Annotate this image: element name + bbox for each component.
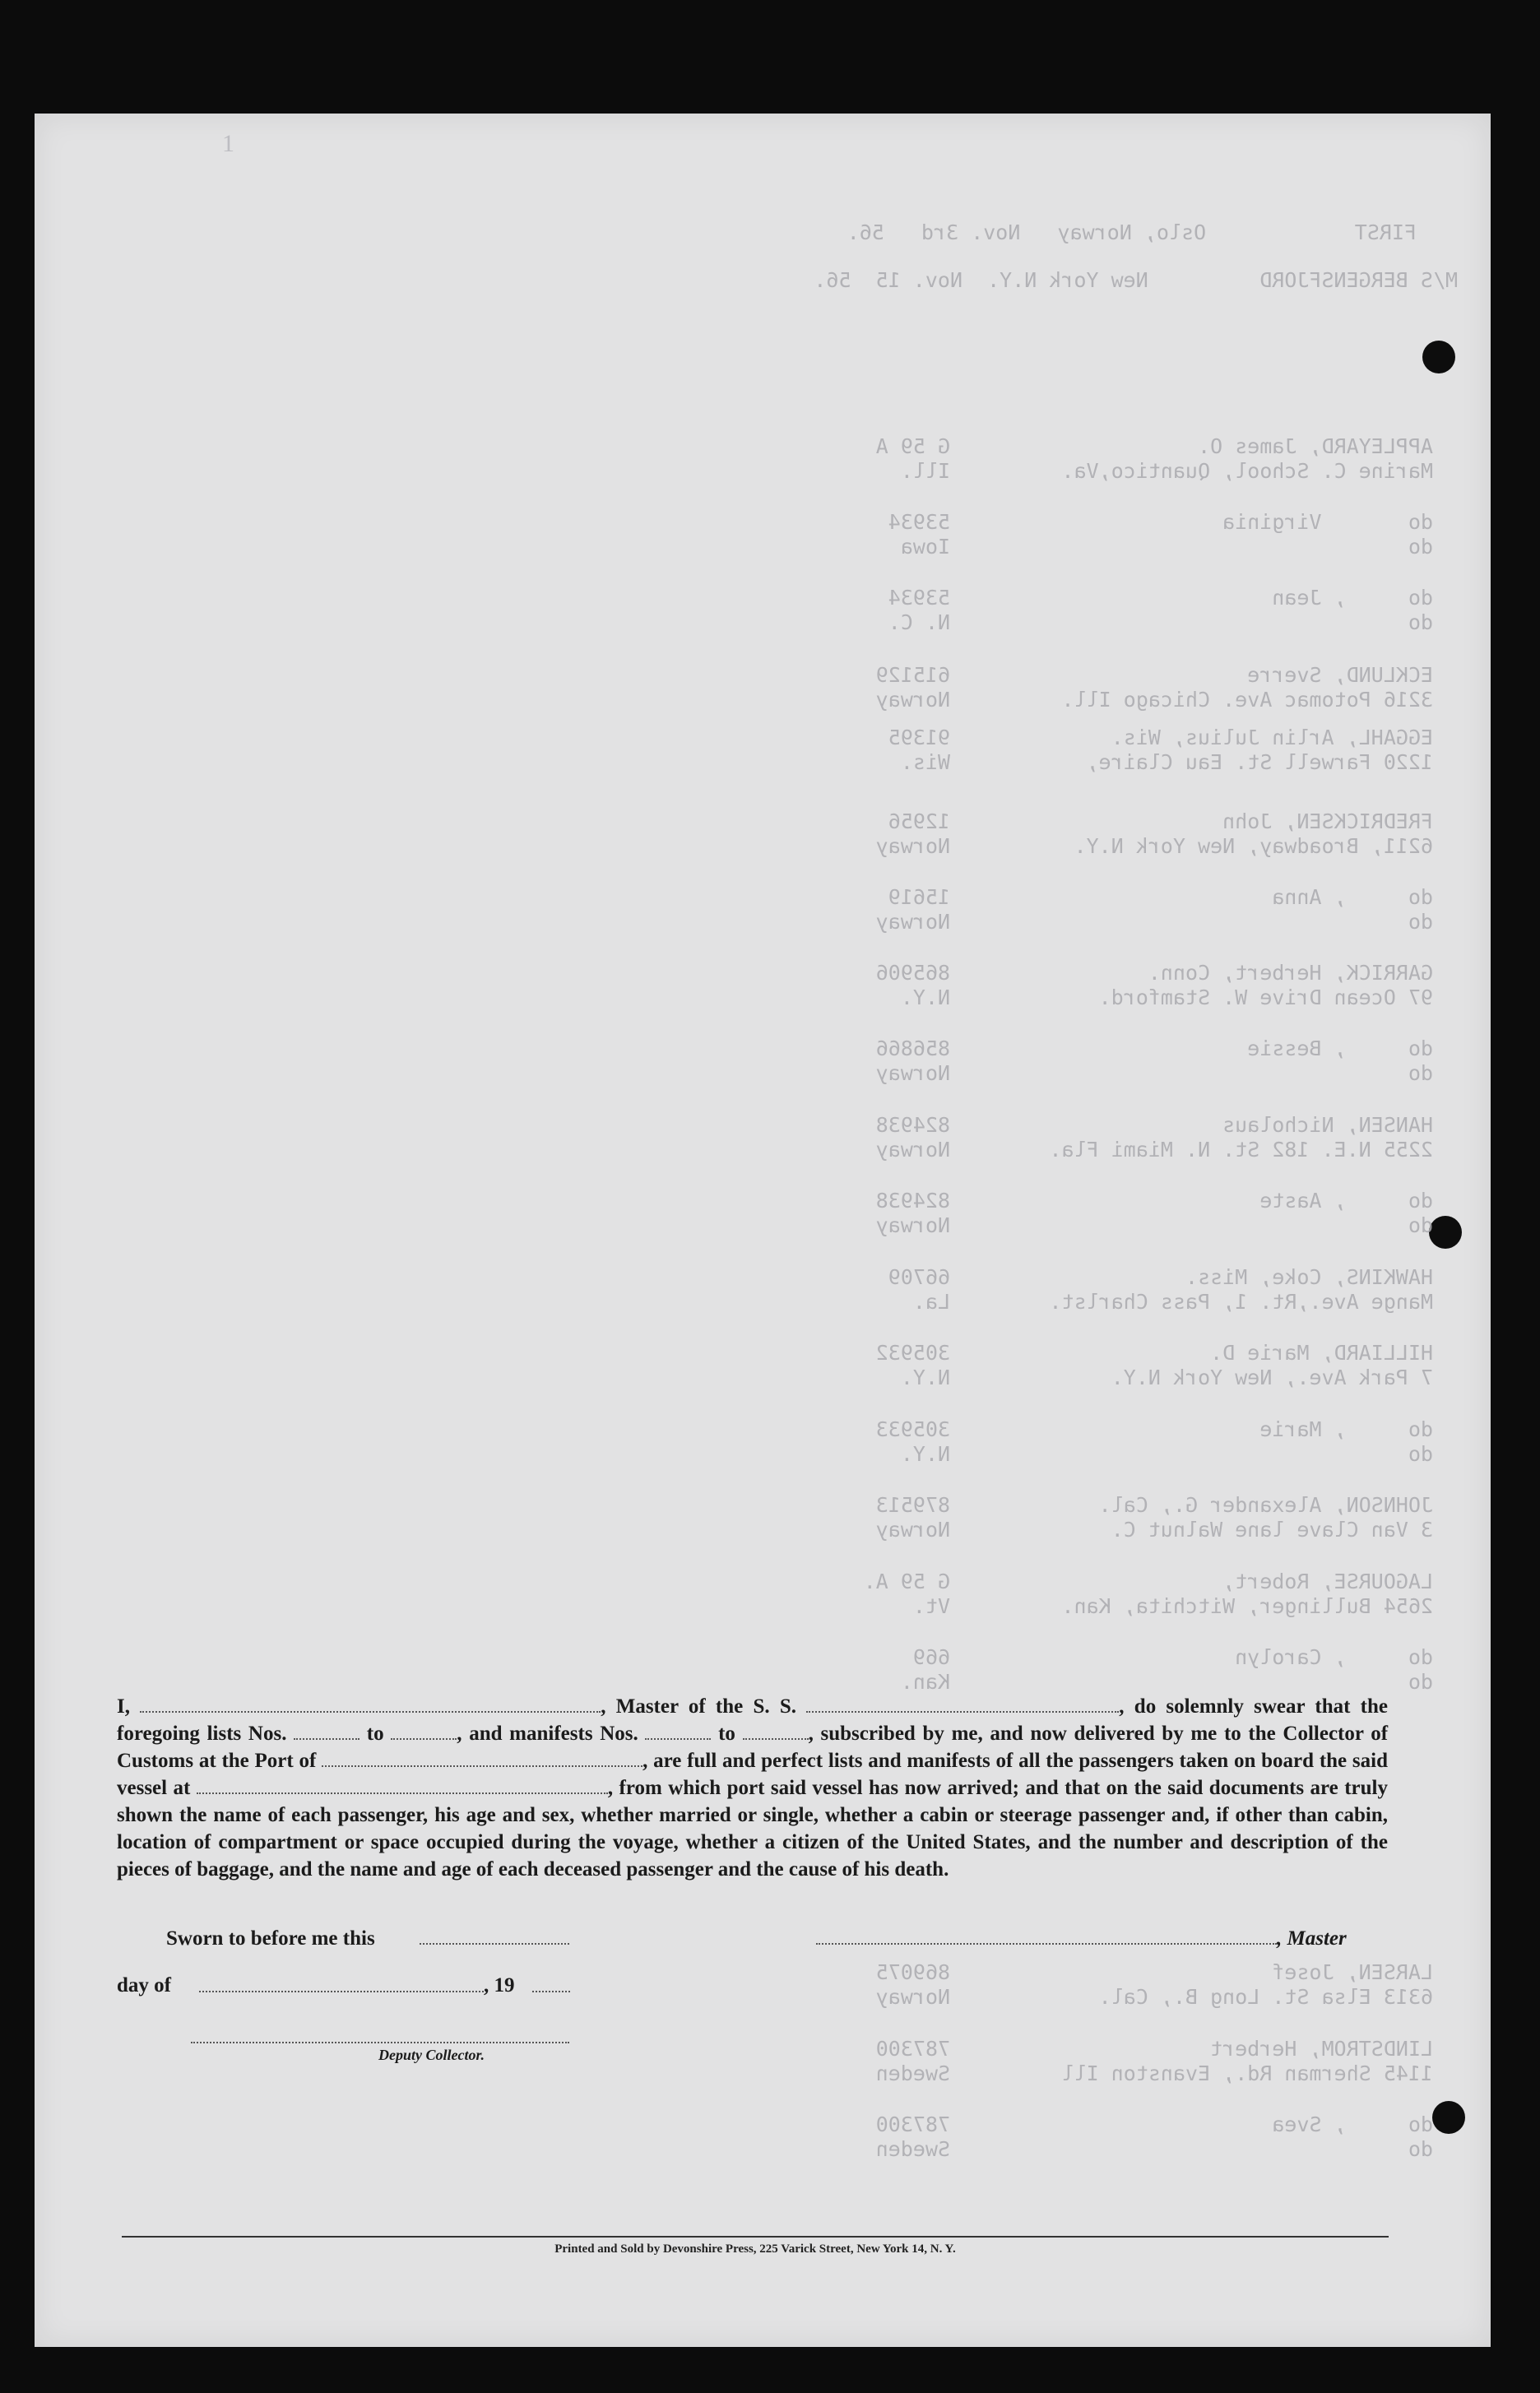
year-field[interactable] — [532, 1989, 570, 1992]
deputy-signature-field[interactable] — [191, 2040, 569, 2043]
oath-text: , from which port said vessel has now arrived; and that on the said documents are truly shown the name of each passenger, his age and sex, whether married or single, whether a cabin or steerage passenger and, if other than cabin, location of compartment or space occupied during the voyage, whether a citizen of the United States, and the number and description of the pieces of baggage, and the name and age of each deceased passenger and the cause of his death. — [117, 1777, 1389, 1881]
sworn-label: Sworn to before me this — [166, 1927, 375, 1950]
bleed-line: do N. C. — [888, 610, 1433, 634]
bleed-line: LAGOURSE, Robert, G 59 A. — [863, 1570, 1433, 1593]
manifest-page — [35, 114, 1491, 2347]
bleed-line: ECKLUND, Sverre 615129 — [875, 663, 1433, 687]
oath-text: , Master of the S. S. — [601, 1695, 797, 1718]
master-name-field[interactable] — [140, 1695, 601, 1713]
deputy-collector-label: Deputy Collector. — [378, 2047, 485, 2063]
bleed-line: 97 Ocean Drive W. Stamford. N.Y. — [900, 985, 1433, 1009]
manifest-from-field[interactable] — [645, 1722, 711, 1740]
master-signature-field[interactable] — [816, 1941, 1277, 1945]
month-field[interactable] — [199, 1989, 484, 1992]
day-of-label: day of — [117, 1974, 171, 1996]
year-label: , 19 — [484, 1974, 515, 1996]
manifest-to-field[interactable] — [743, 1722, 809, 1740]
bleed-line: 6211, Broadway, New York N.Y. Norway — [875, 834, 1433, 858]
bleed-line: APPLEYARD, James O. G 59 A — [875, 434, 1433, 458]
bleed-line: FIRST Oslo, Norway Nov. 3rd 56. — [847, 220, 1417, 244]
bleed-line: HAWKINS, Coke, Miss. 66709 — [888, 1265, 1433, 1289]
oath-text: , and manifests Nos. — [457, 1723, 638, 1745]
bleed-line: do Norway — [875, 910, 1433, 934]
bleed-line: LARSEN, Josef 869075 — [875, 1960, 1433, 1984]
bleed-line: do , Bessie 856866 — [875, 1037, 1433, 1060]
bleed-line: do , Anna 15619 — [888, 885, 1433, 909]
master-oath-paragraph — [117, 1693, 1388, 1883]
page-number: 1 — [222, 130, 234, 157]
footer-rule — [122, 2236, 1389, 2238]
bleed-line: 3216 Potomac Ave. Chicago Ill. Norway — [875, 688, 1433, 712]
sworn-day-field[interactable] — [420, 1941, 569, 1945]
bleed-line: do Norway — [875, 1213, 1433, 1237]
bleed-line: do , Carolyn 669 — [912, 1645, 1433, 1669]
bleed-line: M/S BERGENSFJORD New York N.Y. Nov. 15 56. — [814, 268, 1458, 292]
bleed-line: FREDRICKSEN, John 12956 — [888, 809, 1433, 833]
bleed-line: do , Marie 305933 — [875, 1417, 1433, 1441]
port-field[interactable] — [322, 1749, 642, 1767]
bleed-line: do Norway — [875, 1061, 1433, 1085]
bleed-line: do , Aaste 824938 — [875, 1189, 1433, 1213]
departure-port-field[interactable] — [197, 1776, 608, 1794]
printer-imprint: Printed and Sold by Devonshire Press, 225 Varick Street, New York 14, N. Y. — [554, 2242, 956, 2256]
bleed-line: GARRICK, Herbert, Conn. 865906 — [875, 961, 1433, 985]
bleed-line: do Iowa — [900, 535, 1433, 559]
oath-text: , do solemnly swear that the foregoing lists Nos. — [117, 1695, 1389, 1745]
bleed-line: 2255 N.E. 182 St. N. Miami Fla. Norway — [875, 1138, 1433, 1162]
oath-text: , subscribed by me, and now delivered by me to the Collector of Customs at the Port of — [117, 1723, 1389, 1772]
bleed-line: JOHNSON, Alexander G., Cal. 879513 — [875, 1493, 1433, 1517]
ship-name-field[interactable] — [806, 1695, 1119, 1713]
bleed-line: do , Svea 787300 — [875, 2112, 1433, 2136]
bleed-line: do Kan. — [900, 1670, 1433, 1694]
bleed-line: EGGAHL, Arlin Julius, Wis. 91395 — [888, 726, 1433, 749]
master-signature-label: , Master — [1277, 1927, 1347, 1950]
oath-text: I, — [117, 1695, 130, 1718]
bleed-line: 1220 Farwell St. Eau Claire, Wis. — [900, 750, 1433, 774]
bleed-line: LINDSTROM, Herbert 787300 — [875, 2037, 1433, 2061]
bleed-line: HILLIARD, Marie D. 305932 — [875, 1341, 1433, 1365]
bleed-line: 3 Van Clave lane Walnut C. Norway — [875, 1518, 1433, 1542]
bleed-line: Mange Ave.,Rt. 1, Pass Charlst. La. — [912, 1290, 1433, 1314]
bleed-line: Marine C. School, Quantico,Va. Ill. — [900, 459, 1433, 483]
bleed-line: 7 Park Ave., New York N.Y. N.Y. — [900, 1366, 1433, 1389]
bleed-line: HANSEN, Nicholaus 824938 — [875, 1113, 1433, 1137]
bleed-line: 2654 Bullinger, Witchita, Kan. Vt. — [912, 1594, 1433, 1618]
bleed-line: 1145 Sherman Rd., Evanston Ill Sweden — [875, 2061, 1433, 2085]
bleed-line: do Virginia 53934 — [888, 510, 1433, 534]
bleed-line: do , Jean 53934 — [888, 586, 1433, 610]
list-from-field[interactable] — [294, 1722, 359, 1740]
oath-text: to — [718, 1723, 735, 1745]
oath-text: to — [366, 1723, 384, 1745]
bleed-line: 6313 Elsa St. Long B., Cal. Norway — [875, 1985, 1433, 2009]
bleed-line: do Sweden — [875, 2137, 1433, 2161]
list-to-field[interactable] — [391, 1722, 457, 1740]
bleed-through-text — [35, 114, 1491, 2347]
oath-text: , are full and perfect lists and manifests of all the passengers taken on board the said vessel at — [117, 1750, 1389, 1799]
bleed-line: do N.Y. — [900, 1442, 1433, 1466]
